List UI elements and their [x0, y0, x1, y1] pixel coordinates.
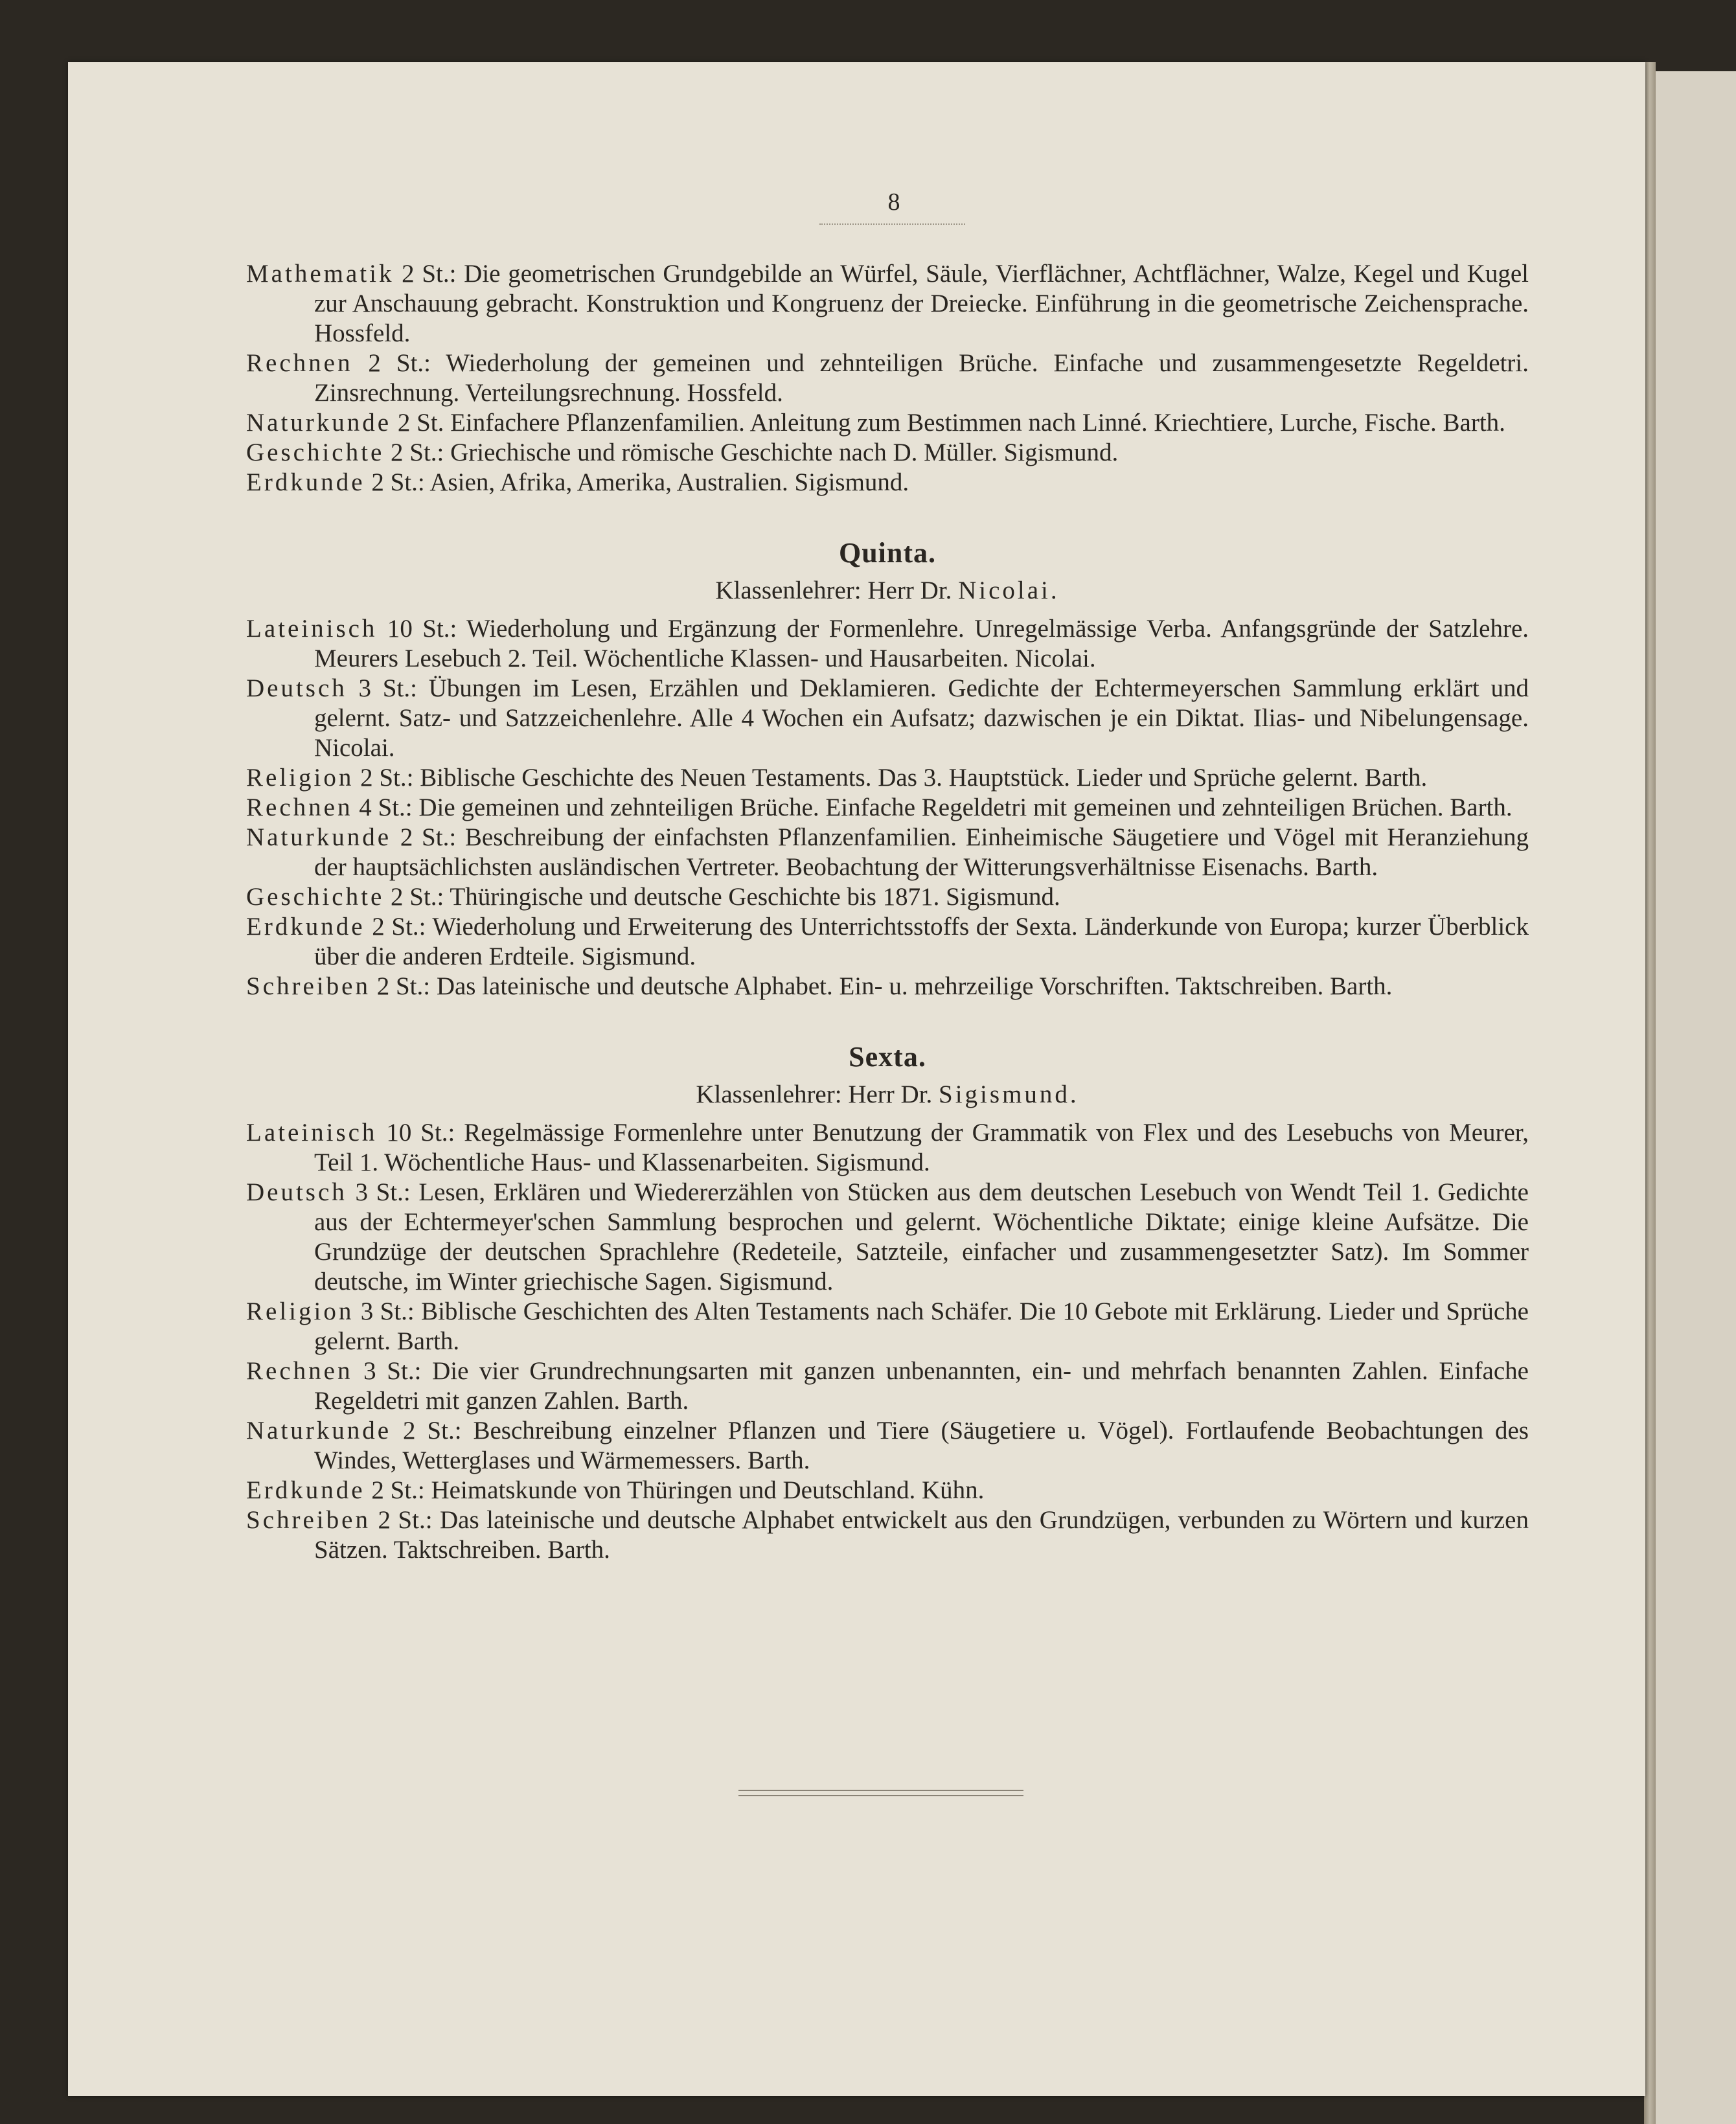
subject-name: Schreiben: [246, 972, 371, 1000]
book-spine: [1644, 62, 1656, 2124]
subject-entry: [246, 468, 1529, 497]
page-number: 8: [887, 188, 900, 216]
page-number-ornament: [819, 223, 965, 225]
subject-name: Religion: [246, 764, 354, 792]
class-teacher-label: Klassenlehrer: Herr Dr.: [715, 577, 959, 604]
quinta-section: [246, 536, 1529, 1001]
subject-entry: [246, 1476, 1529, 1505]
class-teacher: [246, 1080, 1529, 1109]
page-content: [246, 259, 1529, 1565]
subject-name: Geschichte: [246, 439, 385, 466]
subject-text: 3 St.: Biblische Geschichten des Alten Testaments nach Schäfer. Die 10 Gebote mit Erklärung. Lieder und Sprüche gelernt. Barth.: [314, 1297, 1529, 1355]
subject-text: 4 St.: Die gemeinen und zehnteiligen Brüche. Einfache Regeldetri mit gemeinen und zehnteiligen Brüchen. Barth.: [352, 794, 1513, 821]
subject-text: 2 St.: Beschreibung einzelner Pflanzen und Tiere (Säugetiere u. Vögel). Fortlaufende Beobachtungen des Windes, Wetterglases und Wärmemessers. Barth.: [314, 1417, 1529, 1474]
subject-entry: [246, 674, 1529, 763]
subject-name: Mathematik: [246, 260, 394, 288]
subject-name: Erdkunde: [246, 913, 365, 941]
subject-text: 2 St.: Heimatskunde von Thüringen und Deutschland. Kühn.: [365, 1476, 985, 1504]
subject-entry: [246, 793, 1529, 823]
subject-name: Geschichte: [246, 883, 385, 911]
subject-text: 10 St.: Wiederholung und Ergänzung der Formenlehre. Unregelmässige Verba. Anfangsgründe der Satzlehre. Meurers Lesebuch 2. Teil. Wöchentliche Klassen- und Hausarbeiten. Nicolai.: [314, 615, 1529, 672]
subject-name: Naturkunde: [246, 823, 392, 851]
subject-text: 2 St.: Wiederholung und Erweiterung des Unterrichtsstoffs der Sexta. Länderkunde von Europa; kurzer Überblick über die anderen Erdteile. Sigismund.: [314, 913, 1529, 970]
subject-text: 2 St.: Biblische Geschichte des Neuen Testaments. Das 3. Hauptstück. Lieder und Sprüche gelernt. Barth.: [354, 764, 1428, 792]
subject-text: 2 St.: Thüringische und deutsche Geschichte bis 1871. Sigismund.: [384, 883, 1060, 911]
adjacent-page-edge: [1645, 71, 1736, 2124]
class-teacher-label: Klassenlehrer: Herr Dr.: [696, 1080, 939, 1108]
subject-entry: [246, 1297, 1529, 1356]
subject-entry: [246, 1505, 1529, 1565]
subject-entry: [246, 1356, 1529, 1416]
subject-name: Erdkunde: [246, 1476, 365, 1504]
end-double-rule: [738, 1790, 1023, 1796]
sexta-section: [246, 1040, 1529, 1565]
subject-entry: [246, 882, 1529, 912]
subject-name: Erdkunde: [246, 468, 365, 496]
subject-entry: [246, 912, 1529, 972]
class-teacher-name: Nicolai.: [958, 577, 1060, 604]
subject-text: 2 St.: Wiederholung der gemeinen und zehnteiligen Brüche. Einfache und zusammengesetzte Regeldetri. Zinsrechnung. Verteilungsrechnung. Hossfeld.: [314, 349, 1529, 407]
section-title: Sexta.: [849, 1041, 926, 1073]
subject-text: 3 St.: Lesen, Erklären und Wiedererzählen von Stücken aus dem deutschen Lesebuch von Wendt Teil 1. Gedichte aus der Echtermeyer'schen Sammlung besprochen und gelernt. Wöchentliche Diktate; einige kleine Aufsätze. Die Grundzüge der deutschen Sprachlehre (Redeteile, Satzteile, einfacher und zusammengesetzter Satz). Im Sommer deutsche, im Winter griechische Sagen. Sigismund.: [314, 1178, 1529, 1296]
subject-name: Deutsch: [246, 1178, 347, 1206]
subject-name: Deutsch: [246, 674, 347, 702]
subject-name: Rechnen: [246, 794, 353, 821]
subject-entry: [246, 348, 1529, 408]
section-title: Quinta.: [838, 537, 937, 569]
subject-text: 2 St.: Griechische und römische Geschichte nach D. Müller. Sigismund.: [384, 439, 1119, 466]
class-teacher-name: Sigismund.: [939, 1080, 1079, 1108]
subject-entry: [246, 1416, 1529, 1476]
subject-name: Rechnen: [246, 349, 353, 377]
subject-name: Religion: [246, 1297, 354, 1325]
subject-text: 2 St. Einfachere Pflanzenfamilien. Anleitung zum Bestimmen nach Linné. Kriechtiere, Lurche, Fische. Barth.: [391, 409, 1505, 437]
subject-name: Naturkunde: [246, 1417, 392, 1445]
subject-text: 2 St.: Asien, Afrika, Amerika, Australien. Sigismund.: [365, 468, 909, 496]
subject-entry: [246, 972, 1529, 1001]
subject-name: Lateinisch: [246, 615, 378, 643]
subject-entry: [246, 1178, 1529, 1297]
subject-text: 2 St.: Das lateinische und deutsche Alphabet. Ein- u. mehrzeilige Vorschriften. Taktschreiben. Barth.: [370, 972, 1393, 1000]
subject-name: Naturkunde: [246, 409, 392, 437]
subject-entry: [246, 259, 1529, 348]
subject-name: Schreiben: [246, 1506, 371, 1534]
subject-entry: [246, 408, 1529, 438]
subject-text: 3 St.: Übungen im Lesen, Erzählen und Deklamieren. Gedichte der Echtermeyerschen Sammlung erklärt und gelernt. Satz- und Satzzeichenlehre. Alle 4 Wochen ein Aufsatz; dazwischen je ein Diktat. Ilias- und Nibelungensage. Nicolai.: [314, 674, 1529, 762]
class-teacher: [246, 576, 1529, 605]
subject-entry: [246, 438, 1529, 468]
subject-name: Lateinisch: [246, 1119, 378, 1147]
subject-entry: [246, 823, 1529, 882]
subject-text: 2 St.: Beschreibung der einfachsten Pflanzenfamilien. Einheimische Säugetiere und Vögel mit Heranziehung der hauptsächlichsten ausländischen Vertreter. Beobachtung der Witterungsverhältnisse Eisenachs. Barth.: [314, 823, 1529, 881]
subject-entry: [246, 614, 1529, 674]
subject-text: 3 St.: Die vier Grundrechnungsarten mit ganzen unbenannten, ein- und mehrfach benannten Zahlen. Einfache Regeldetri mit ganzen Zahlen. Barth.: [314, 1357, 1529, 1415]
subject-text: 10 St.: Regelmässige Formenlehre unter Benutzung der Grammatik von Flex und des Lesebuchs von Meurer, Teil 1. Wöchentliche Haus- und Klassenarbeiten. Sigismund.: [314, 1119, 1529, 1176]
subject-name: Rechnen: [246, 1357, 353, 1385]
top-subject-list: [246, 259, 1529, 497]
subject-entry: [246, 763, 1529, 793]
subject-entry: [246, 1118, 1529, 1178]
subject-text: 2 St.: Die geometrischen Grundgebilde an Würfel, Säule, Vierflächner, Achtflächner, Walze, Kegel und Kugel zur Anschauung gebracht. Konstruktion und Kongruenz der Dreiecke. Einführung in die geometrische Zeichensprache. Hossfeld.: [314, 260, 1529, 347]
subject-text: 2 St.: Das lateinische und deutsche Alphabet entwickelt aus den Grundzügen, verbunden zu Wörtern und kurzen Sätzen. Taktschreiben. Barth.: [314, 1506, 1529, 1564]
